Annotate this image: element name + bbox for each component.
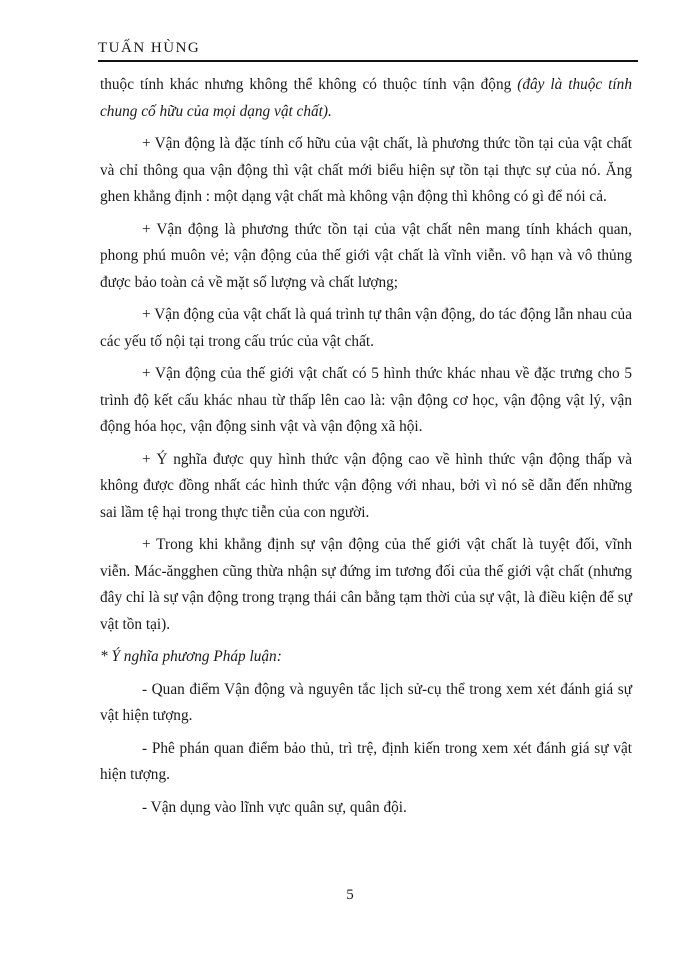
paragraph: + Vận động là đặc tính cố hữu của vật chất, là phương thức tồn tại của vật chất và chỉ thông qua vận động thì vật chất mới biểu hiện sự tồn tại thực sự của nó. Ăng ghen khẳng định : một dạng vật chất mà không vận động thì không có gì để nói cả. xyxy=(100,135,632,205)
paragraph: + Vận động của vật chất là quá trình tự thân vận động, do tác động lẫn nhau của các yếu tố nội tại trong cấu trúc của vật chất. xyxy=(100,306,632,350)
methodology-item: - Quan điểm Vận động và nguyên tắc lịch sử-cụ thể trong xem xét đánh giá sự vật hiện tượng. xyxy=(100,680,632,724)
paragraph xyxy=(100,72,632,125)
header-rule xyxy=(98,60,638,62)
paragraph: + Vận động của thế giới vật chất có 5 hình thức khác nhau về đặc trưng cho 5 trình độ kết cấu khác nhau từ thấp lên cao là: vận động cơ học, vận động vật lý, vận động hóa học, vận động sinh vật và vận động xã hội. xyxy=(100,365,632,435)
body-text xyxy=(100,72,632,821)
methodology-item: - Vận dụng vào lĩnh vực quân sự, quân đội. xyxy=(142,798,407,816)
header-title: TUẤN HÙNG xyxy=(98,40,201,56)
paragraph-emphasis: (đây là thuộc tính chung cố hữu của mọi dạng vật chất). xyxy=(100,76,632,120)
page-header xyxy=(98,38,638,58)
paragraph: + Ý nghĩa được quy hình thức vận động cao về hình thức vận động thấp và không được đồng nhất các hình thức vận động với nhau, bởi vì nó sẽ dẫn đến những sai lầm tệ hại trong thực tiễn của con người. xyxy=(100,450,632,521)
paragraph: + Vận động là phương thức tồn tại của vật chất nên mang tính khách quan, phong phú muôn vẻ; vận động của thế giới vật chất là vĩnh viễn. vô hạn và vô thủng được bảo toàn cả về mặt số lượng và chất lượng; xyxy=(100,220,632,291)
paragraph-text: thuộc tính khác nhưng không thể không có thuộc tính vận động xyxy=(100,76,512,93)
paragraph: + Trong khi khẳng định sự vận động của thế giới vật chất là tuyệt đối, vĩnh viễn. Mác-ăngghen cũng thừa nhận sự đứng im tương đối của thế giới vật chất (nhưng đây chỉ là sự vận động trong trạng thái cân bằng tạm thời của sự vật, là điều kiện để sự vật tồn tại). xyxy=(100,536,632,633)
methodology-item: - Phê phán quan điểm bảo thủ, trì trệ, định kiến trong xem xét đánh giá sự vật hiện tượng. xyxy=(100,739,632,783)
page-number: 5 xyxy=(346,887,354,903)
methodology-heading: * Ý nghĩa phương Pháp luận: xyxy=(100,648,282,665)
